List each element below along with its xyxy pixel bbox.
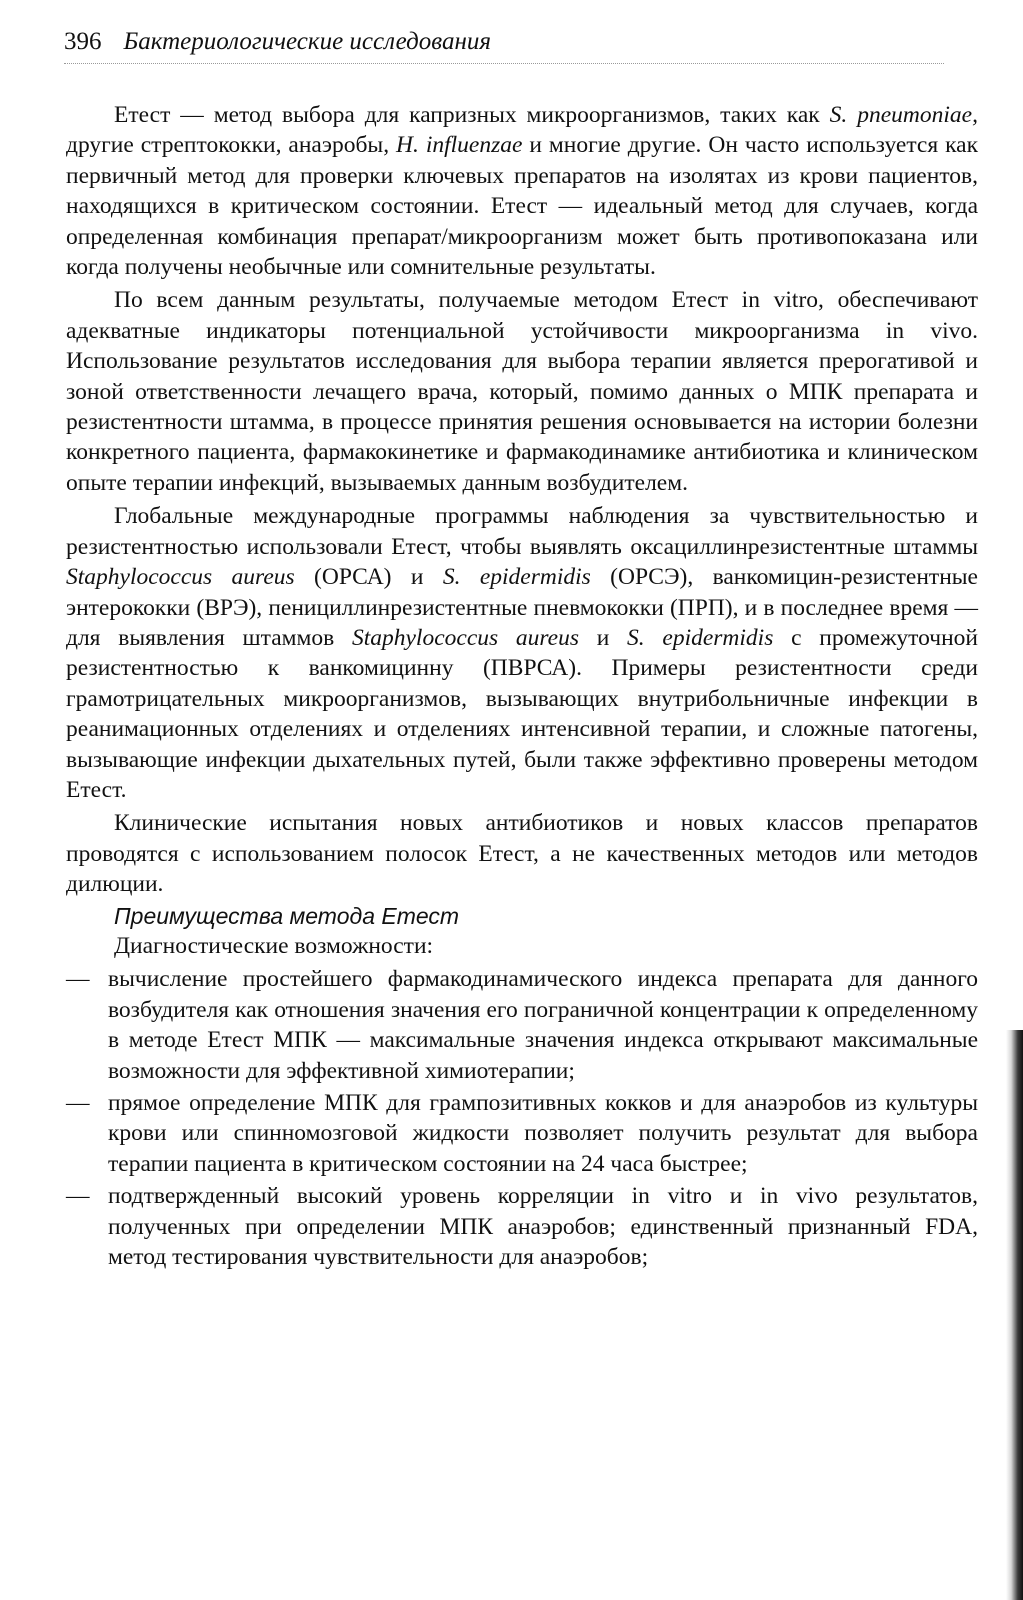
list-item	[66, 1088, 978, 1179]
list-item	[66, 964, 978, 1086]
scan-edge-shadow	[1006, 1030, 1023, 1600]
paragraph-4: Клинические испытания новых антибиотиков и новых классов препаратов проводятся с использованием полосок Етест, а не качественных методов или методов дилюции.	[66, 810, 978, 898]
paragraph-3-text-a: Глобальные международные программы наблюдения за чувствительностью и резистентностью использовали Етест, чтобы выявлять оксациллинрезистентные штаммы	[66, 503, 978, 560]
page-number: 396	[64, 28, 102, 55]
species-name-s-epidermidis: S. epidermidis	[442, 564, 591, 591]
section-lead: Диагностические возможности:	[114, 932, 434, 959]
paragraph-1	[66, 100, 978, 282]
advantages-list	[66, 964, 978, 1272]
species-name-h-influenzae: H. influenzae	[396, 132, 523, 159]
paragraph-3-text-d: и	[578, 624, 628, 651]
paragraph-3	[66, 501, 978, 805]
list-item-text: вычисление простейшего фармакодинамического индекса препарата для данного возбудителя как отношения значения его пограничной концентрации к определенному в методе Етест МПК — максимальные значения индекса открывают максимальные возможности для эффективной химиотерапии;	[108, 966, 978, 1084]
list-item-text: прямое определение МПК для грампозитивных кокков и для анаэробов из культуры крови или спинномозговой жидкости позволяет получить результат для выбора терапии пациента в критическом состоянии на 24 часа быстрее;	[108, 1090, 978, 1177]
paragraph-1-text-b: другие стрептококки, анаэробы,	[66, 132, 397, 159]
dash-marker: —	[66, 1090, 90, 1116]
species-name-s-epidermidis-2: S. epidermidis	[627, 624, 774, 651]
paragraph-3-text-b: (ОРСА) и	[294, 564, 443, 591]
paragraph-2: По всем данным результаты, получаемые методом Етест in vitro, обеспечивают адекватные индикаторы потенциальной устойчивости микроорганизма in vivo. Использование результатов исследования для выбора терапии является прерогативой и зоной ответственности лечащего врача, который, помимо данных о МПК препарата и резистентности штамма, в процессе принятия решения основывается на истории болезни конкретного пациента, фармакокинетике и фармакодинамике антибиотика и клиническом опыте терапии инфекций, вызываемых данным возбудителем.	[66, 287, 978, 496]
species-name-s-aureus-2: Staphylococcus aureus	[351, 624, 579, 651]
paragraph-3-text-e: с промежуточной резистентностью к ванкомицинну (ПВРСА). Примеры резистентности среди грамотрицательных микроорганизмов, вызывающих внутрибольничные инфекции в реанимационных отделениях и отделениях интенсивной терапии, и сложные патогены, вызывающие инфекции дыхательных путей, были также эффективно проверены методом Етест.	[66, 624, 978, 803]
species-name-s-pneumoniae: S. pneumoniae,	[829, 102, 978, 128]
dash-marker: —	[66, 966, 90, 993]
list-item	[66, 1181, 978, 1272]
running-title: Бактериологические исследования	[123, 28, 491, 55]
species-name-s-aureus: Staphylococcus aureus	[66, 564, 295, 591]
header-rule	[64, 63, 944, 64]
section-heading: Преимущества метода Етест	[114, 902, 460, 929]
body-text	[66, 100, 978, 1274]
paragraph-1-text-a: Етест — метод выбора для капризных микроорганизмов, таких как	[114, 102, 830, 128]
list-item-text: подтвержденный высокий уровень корреляции in vitro и in vivo результатов, полученных при определении МПК анаэробов; единственный признанный FDA, метод тестирования чувствительности для анаэробов;	[108, 1183, 978, 1271]
dash-marker: —	[66, 1183, 90, 1210]
running-header	[64, 22, 964, 62]
paragraph-3-text-c: (ОРСЭ), ванкомицин-резистентные энтерококки (ВРЭ), пенициллинрезистентные пневмококки (ПРП), и в последнее время — для выявления штаммов	[66, 564, 978, 651]
paragraph-1-text-c: и многие другие. Он часто используется как первичный метод для проверки ключевых препаратов на изолятах из крови пациентов, находящихся в критическом состоянии. Етест — идеальный метод для случаев, когда определенная комбинация препарат/микроорганизм может быть противопоказана или когда получены необычные или сомнительные результаты.	[66, 132, 978, 281]
